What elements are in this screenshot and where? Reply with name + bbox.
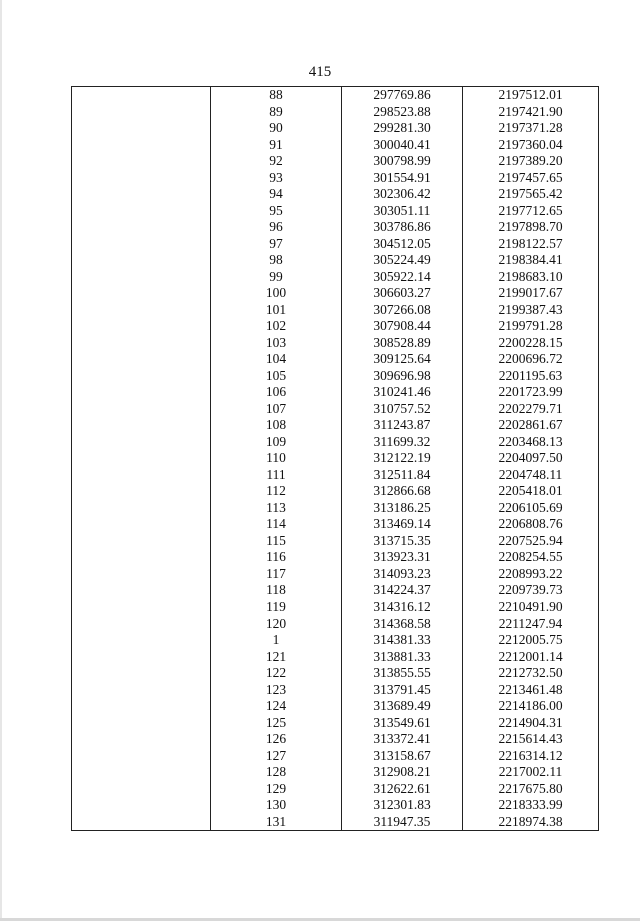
y-coordinate-cell: 2201195.63 — [463, 368, 599, 385]
x-coordinate-cell: 309125.64 — [342, 351, 463, 368]
x-coordinate-cell: 313158.67 — [342, 748, 463, 765]
region-cell — [72, 533, 211, 550]
table-row — [72, 335, 599, 352]
y-coordinate-cell: 2197421.90 — [463, 104, 599, 121]
region-cell — [72, 384, 211, 401]
region-cell — [72, 170, 211, 187]
point-number-cell: 131 — [211, 814, 342, 831]
page-number: 415 — [308, 64, 332, 80]
y-coordinate-cell: 2218974.38 — [463, 814, 599, 831]
point-number-cell: 93 — [211, 170, 342, 187]
region-cell — [72, 186, 211, 203]
region-cell — [72, 269, 211, 286]
y-coordinate-cell: 2202279.71 — [463, 401, 599, 418]
table-row — [72, 599, 599, 616]
x-coordinate-cell: 312866.68 — [342, 483, 463, 500]
region-cell — [72, 682, 211, 699]
table-row — [72, 104, 599, 121]
x-coordinate-cell: 312908.21 — [342, 764, 463, 781]
table-row — [72, 219, 599, 236]
x-coordinate-cell: 311699.32 — [342, 434, 463, 451]
table-row — [72, 748, 599, 765]
x-coordinate-cell: 311243.87 — [342, 417, 463, 434]
point-number-cell: 126 — [211, 731, 342, 748]
y-coordinate-cell: 2216314.12 — [463, 748, 599, 765]
point-number-cell: 116 — [211, 549, 342, 566]
point-number-cell: 128 — [211, 764, 342, 781]
point-number-cell: 117 — [211, 566, 342, 583]
region-cell — [72, 219, 211, 236]
x-coordinate-cell: 306603.27 — [342, 285, 463, 302]
x-coordinate-cell: 300040.41 — [342, 137, 463, 154]
region-cell — [72, 500, 211, 517]
region-cell — [72, 252, 211, 269]
region-cell — [72, 483, 211, 500]
point-number-cell: 114 — [211, 516, 342, 533]
x-coordinate-cell: 313715.35 — [342, 533, 463, 550]
point-number-cell: 113 — [211, 500, 342, 517]
x-coordinate-cell: 313549.61 — [342, 715, 463, 732]
x-coordinate-cell: 312301.83 — [342, 797, 463, 814]
point-number-cell: 124 — [211, 698, 342, 715]
x-coordinate-cell: 299281.30 — [342, 120, 463, 137]
point-number-cell: 100 — [211, 285, 342, 302]
point-number-cell: 1 — [211, 632, 342, 649]
y-coordinate-cell: 2200228.15 — [463, 335, 599, 352]
point-number-cell: 96 — [211, 219, 342, 236]
region-cell — [72, 417, 211, 434]
x-coordinate-cell: 313791.45 — [342, 682, 463, 699]
region-cell — [72, 748, 211, 765]
table-row — [72, 698, 599, 715]
point-number-cell: 91 — [211, 137, 342, 154]
table-row — [72, 616, 599, 633]
region-cell — [72, 764, 211, 781]
x-coordinate-cell: 310241.46 — [342, 384, 463, 401]
region-cell — [72, 236, 211, 253]
point-number-cell: 122 — [211, 665, 342, 682]
table-row — [72, 137, 599, 154]
y-coordinate-cell: 2197457.65 — [463, 170, 599, 187]
point-number-cell: 121 — [211, 649, 342, 666]
region-cell — [72, 120, 211, 137]
y-coordinate-cell: 2197898.70 — [463, 219, 599, 236]
region-cell — [72, 450, 211, 467]
region-cell — [72, 698, 211, 715]
point-number-cell: 98 — [211, 252, 342, 269]
x-coordinate-cell: 309696.98 — [342, 368, 463, 385]
table-row — [72, 368, 599, 385]
x-coordinate-cell: 312511.84 — [342, 467, 463, 484]
region-cell — [72, 566, 211, 583]
table-row — [72, 715, 599, 732]
table-row — [72, 186, 599, 203]
x-coordinate-cell: 314381.33 — [342, 632, 463, 649]
y-coordinate-cell: 2210491.90 — [463, 599, 599, 616]
x-coordinate-cell: 313855.55 — [342, 665, 463, 682]
point-number-cell: 107 — [211, 401, 342, 418]
table-row — [72, 467, 599, 484]
y-coordinate-cell: 2212732.50 — [463, 665, 599, 682]
y-coordinate-cell: 2206105.69 — [463, 500, 599, 517]
y-coordinate-cell: 2197565.42 — [463, 186, 599, 203]
table-row — [72, 384, 599, 401]
y-coordinate-cell: 2198683.10 — [463, 269, 599, 286]
region-cell — [72, 715, 211, 732]
table-row — [72, 203, 599, 220]
y-coordinate-cell: 2197389.20 — [463, 153, 599, 170]
y-coordinate-cell: 2211247.94 — [463, 616, 599, 633]
region-cell — [72, 434, 211, 451]
x-coordinate-cell: 311947.35 — [342, 814, 463, 831]
x-coordinate-cell: 307908.44 — [342, 318, 463, 335]
y-coordinate-cell: 2198384.41 — [463, 252, 599, 269]
y-coordinate-cell: 2209739.73 — [463, 582, 599, 599]
point-number-cell: 88 — [211, 87, 342, 104]
point-number-cell: 106 — [211, 384, 342, 401]
table-row — [72, 252, 599, 269]
x-coordinate-cell: 310757.52 — [342, 401, 463, 418]
point-number-cell: 92 — [211, 153, 342, 170]
table-row — [72, 450, 599, 467]
point-number-cell: 115 — [211, 533, 342, 550]
point-number-cell: 111 — [211, 467, 342, 484]
point-number-cell: 108 — [211, 417, 342, 434]
table-row — [72, 764, 599, 781]
x-coordinate-cell: 313689.49 — [342, 698, 463, 715]
x-coordinate-cell: 305922.14 — [342, 269, 463, 286]
point-number-cell: 101 — [211, 302, 342, 319]
table-row — [72, 500, 599, 517]
x-coordinate-cell: 303786.86 — [342, 219, 463, 236]
table-row — [72, 170, 599, 187]
table-row — [72, 665, 599, 682]
point-number-cell: 119 — [211, 599, 342, 616]
x-coordinate-cell: 300798.99 — [342, 153, 463, 170]
point-number-cell: 104 — [211, 351, 342, 368]
point-number-cell: 103 — [211, 335, 342, 352]
table-row — [72, 318, 599, 335]
y-coordinate-cell: 2212005.75 — [463, 632, 599, 649]
x-coordinate-cell: 305224.49 — [342, 252, 463, 269]
x-coordinate-cell: 297769.86 — [342, 87, 463, 104]
y-coordinate-cell: 2200696.72 — [463, 351, 599, 368]
region-cell — [72, 516, 211, 533]
y-coordinate-cell: 2213461.48 — [463, 682, 599, 699]
x-coordinate-cell: 313923.31 — [342, 549, 463, 566]
point-number-cell: 130 — [211, 797, 342, 814]
point-number-cell: 102 — [211, 318, 342, 335]
point-number-cell: 127 — [211, 748, 342, 765]
point-number-cell: 110 — [211, 450, 342, 467]
x-coordinate-cell: 301554.91 — [342, 170, 463, 187]
region-cell — [72, 649, 211, 666]
region-cell — [72, 731, 211, 748]
region-cell — [72, 87, 211, 104]
y-coordinate-cell: 2207525.94 — [463, 533, 599, 550]
point-number-cell: 109 — [211, 434, 342, 451]
x-coordinate-cell: 314093.23 — [342, 566, 463, 583]
x-coordinate-cell: 313881.33 — [342, 649, 463, 666]
y-coordinate-cell: 2214186.00 — [463, 698, 599, 715]
point-number-cell: 118 — [211, 582, 342, 599]
x-coordinate-cell: 298523.88 — [342, 104, 463, 121]
point-number-cell: 125 — [211, 715, 342, 732]
y-coordinate-cell: 2218333.99 — [463, 797, 599, 814]
region-cell — [72, 632, 211, 649]
point-number-cell: 95 — [211, 203, 342, 220]
point-number-cell: 129 — [211, 781, 342, 798]
y-coordinate-cell: 2208993.22 — [463, 566, 599, 583]
region-cell — [72, 351, 211, 368]
y-coordinate-cell: 2217675.80 — [463, 781, 599, 798]
region-cell — [72, 814, 211, 831]
table-row — [72, 401, 599, 418]
y-coordinate-cell: 2217002.11 — [463, 764, 599, 781]
y-coordinate-cell: 2203468.13 — [463, 434, 599, 451]
point-number-cell: 97 — [211, 236, 342, 253]
y-coordinate-cell: 2201723.99 — [463, 384, 599, 401]
scan-left-edge — [0, 0, 2, 921]
x-coordinate-cell: 314224.37 — [342, 582, 463, 599]
region-cell — [72, 616, 211, 633]
x-coordinate-cell: 314368.58 — [342, 616, 463, 633]
x-coordinate-cell: 313186.25 — [342, 500, 463, 517]
y-coordinate-cell: 2206808.76 — [463, 516, 599, 533]
coordinates-table — [71, 86, 599, 831]
region-cell — [72, 401, 211, 418]
x-coordinate-cell: 314316.12 — [342, 599, 463, 616]
table-row — [72, 632, 599, 649]
table-row — [72, 781, 599, 798]
table-row — [72, 649, 599, 666]
point-number-cell: 89 — [211, 104, 342, 121]
region-cell — [72, 137, 211, 154]
y-coordinate-cell: 2197712.65 — [463, 203, 599, 220]
table-row — [72, 814, 599, 831]
point-number-cell: 120 — [211, 616, 342, 633]
y-coordinate-cell: 2204097.50 — [463, 450, 599, 467]
table-row — [72, 285, 599, 302]
region-cell — [72, 781, 211, 798]
table-row — [72, 153, 599, 170]
y-coordinate-cell: 2199017.67 — [463, 285, 599, 302]
table-row — [72, 516, 599, 533]
y-coordinate-cell: 2199387.43 — [463, 302, 599, 319]
table-row — [72, 566, 599, 583]
region-cell — [72, 153, 211, 170]
region-cell — [72, 665, 211, 682]
x-coordinate-cell: 312622.61 — [342, 781, 463, 798]
point-number-cell: 99 — [211, 269, 342, 286]
x-coordinate-cell: 303051.11 — [342, 203, 463, 220]
table-row — [72, 797, 599, 814]
table-row — [72, 682, 599, 699]
x-coordinate-cell: 312122.19 — [342, 450, 463, 467]
x-coordinate-cell: 302306.42 — [342, 186, 463, 203]
table-row — [72, 87, 599, 104]
table-row — [72, 302, 599, 319]
region-cell — [72, 302, 211, 319]
y-coordinate-cell: 2197512.01 — [463, 87, 599, 104]
point-number-cell: 94 — [211, 186, 342, 203]
y-coordinate-cell: 2199791.28 — [463, 318, 599, 335]
point-number-cell: 112 — [211, 483, 342, 500]
table-row — [72, 483, 599, 500]
table-row — [72, 434, 599, 451]
region-cell — [72, 104, 211, 121]
region-cell — [72, 203, 211, 220]
y-coordinate-cell: 2214904.31 — [463, 715, 599, 732]
region-cell — [72, 285, 211, 302]
x-coordinate-cell: 313469.14 — [342, 516, 463, 533]
table-row — [72, 549, 599, 566]
table-row — [72, 269, 599, 286]
point-number-cell: 123 — [211, 682, 342, 699]
point-number-cell: 90 — [211, 120, 342, 137]
region-cell — [72, 797, 211, 814]
x-coordinate-cell: 313372.41 — [342, 731, 463, 748]
y-coordinate-cell: 2205418.01 — [463, 483, 599, 500]
region-cell — [72, 368, 211, 385]
table-row — [72, 351, 599, 368]
region-cell — [72, 335, 211, 352]
y-coordinate-cell: 2197360.04 — [463, 137, 599, 154]
region-cell — [72, 599, 211, 616]
x-coordinate-cell: 307266.08 — [342, 302, 463, 319]
table-row — [72, 236, 599, 253]
coordinates-table-body — [72, 87, 599, 831]
region-cell — [72, 318, 211, 335]
y-coordinate-cell: 2197371.28 — [463, 120, 599, 137]
region-cell — [72, 467, 211, 484]
table-row — [72, 533, 599, 550]
table-row — [72, 731, 599, 748]
y-coordinate-cell: 2204748.11 — [463, 467, 599, 484]
y-coordinate-cell: 2198122.57 — [463, 236, 599, 253]
y-coordinate-cell: 2215614.43 — [463, 731, 599, 748]
y-coordinate-cell: 2208254.55 — [463, 549, 599, 566]
point-number-cell: 105 — [211, 368, 342, 385]
table-row — [72, 120, 599, 137]
x-coordinate-cell: 308528.89 — [342, 335, 463, 352]
x-coordinate-cell: 304512.05 — [342, 236, 463, 253]
table-row — [72, 582, 599, 599]
table-row — [72, 417, 599, 434]
y-coordinate-cell: 2212001.14 — [463, 649, 599, 666]
region-cell — [72, 582, 211, 599]
y-coordinate-cell: 2202861.67 — [463, 417, 599, 434]
region-cell — [72, 549, 211, 566]
